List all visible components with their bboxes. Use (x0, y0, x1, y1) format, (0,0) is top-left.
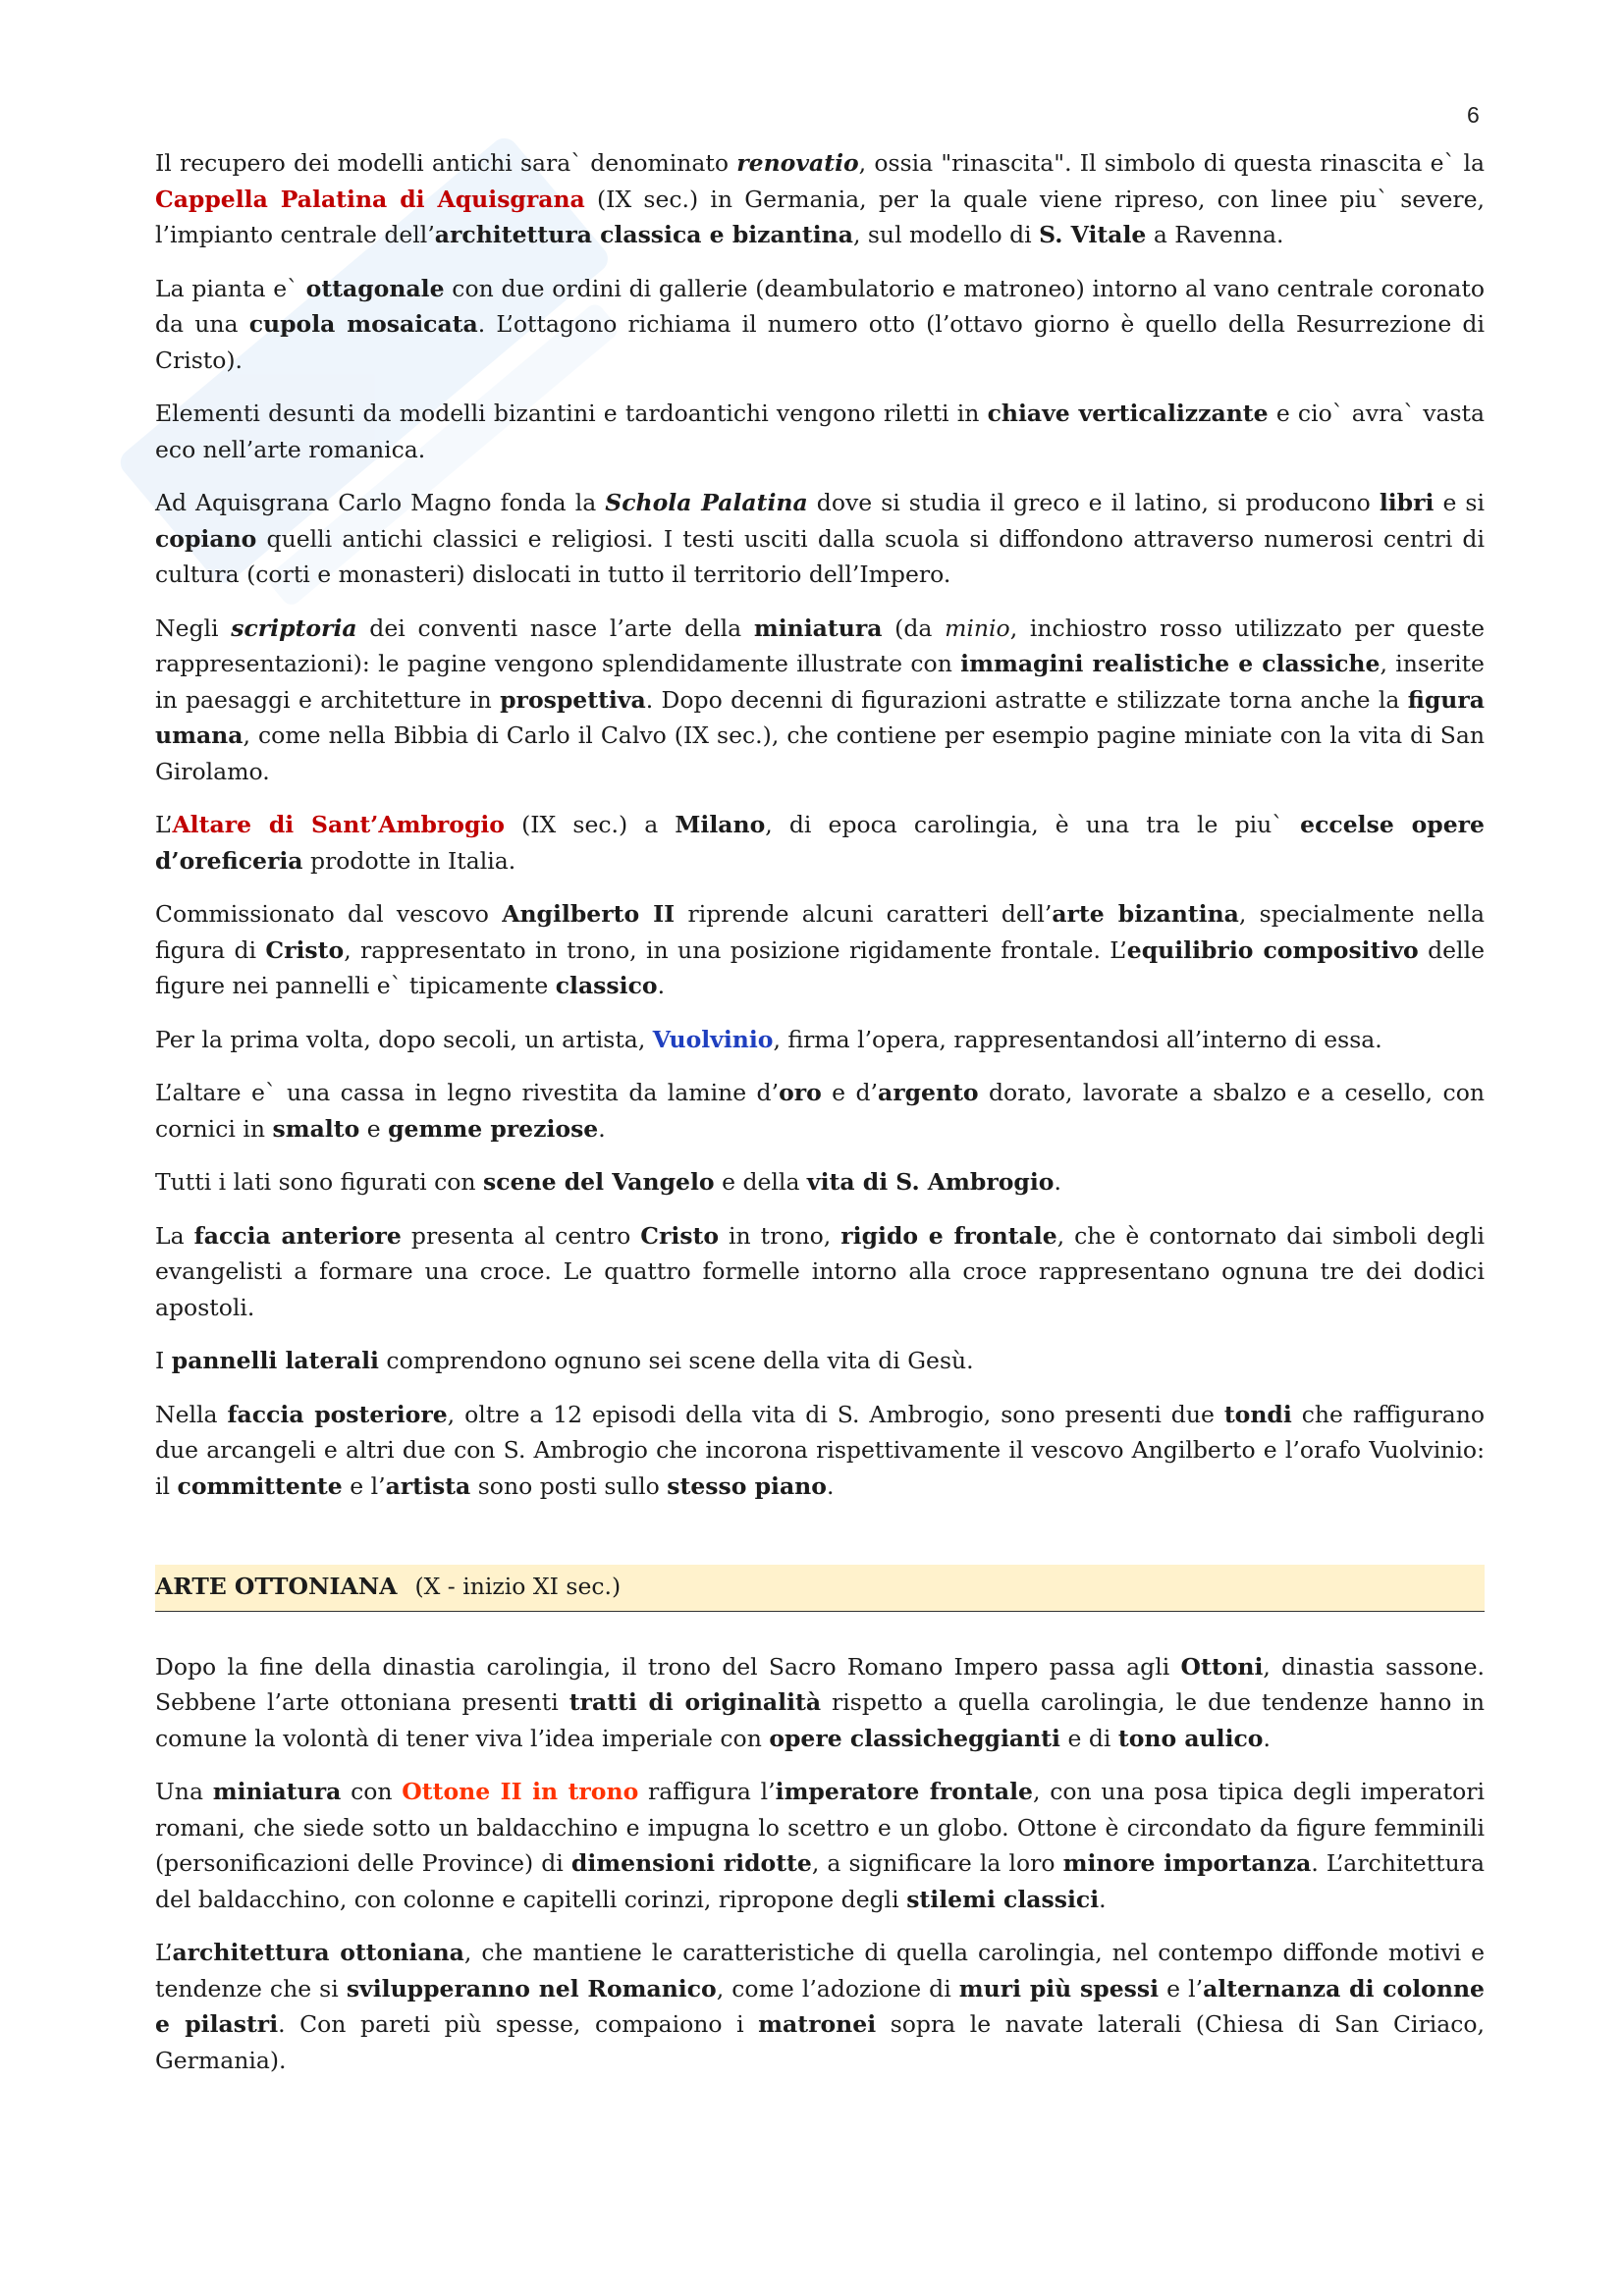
paragraph (155, 1935, 1485, 2078)
text-run: (da (882, 614, 946, 642)
paragraph (155, 1164, 1485, 1201)
emphasis-text: Schola Palatina (605, 489, 808, 516)
text-run: e si (1434, 489, 1485, 516)
emphasis-text: tondi (1223, 1400, 1292, 1428)
emphasis-text: stilemi classici (906, 1885, 1100, 1913)
emphasis-text: rigido e frontale (840, 1221, 1057, 1250)
text-run: La pianta e` (155, 274, 306, 302)
emphasis-text: minore importanza (1062, 1849, 1312, 1877)
text-run: (IX sec.) a (504, 811, 676, 838)
emphasis-text: vita di S. Ambrogio (806, 1168, 1055, 1196)
text-run: , inchiostro rosso utilizzato per queste rappresentazioni): le pagine vengono splendidamente illustrate con (155, 614, 1486, 677)
text-run: , specialmente nella figura di (155, 900, 1485, 964)
text-run: e l’ (342, 1471, 386, 1500)
emphasis-text: artista (385, 1471, 471, 1500)
text-run: , che mantiene le caratteristiche di quella carolingia, nel contempo diffonde motivi e tendenze che si (155, 1939, 1485, 2002)
text-run: , come nella Bibbia di Carlo il Calvo (IX sec.), che contiene per esempio pagine miniate con la vita di San Girolamo. (155, 721, 1485, 785)
emphasis-text: Ottoni (1180, 1652, 1264, 1681)
emphasis-text: cupola mosaicata (248, 310, 478, 338)
text-run: , che è contornato dai simboli degli evangelisti a formare una croce. Le quattro formelle intorno alla croce rappresentano ognuna tre dei dodici apostoli. (155, 1221, 1485, 1321)
text-run: , ossia "rinascita". Il simbolo di questa rinascita e` la (858, 149, 1485, 177)
paragraph (155, 1774, 1485, 1917)
paragraph (155, 1343, 1485, 1379)
page-number: 6 (1467, 102, 1480, 128)
text-run: , inserite in paesaggi e architetture in (155, 650, 1485, 714)
text-run: , oltre a 12 episodi della vita di S. Ambrogio, sono presenti due (447, 1400, 1224, 1428)
paragraph (155, 271, 1485, 379)
section-title: ARTE OTTONIANA (155, 1573, 398, 1600)
text-run: e l’ (1159, 1974, 1204, 2002)
paragraph (155, 396, 1485, 467)
text-run: , a significare la loro (811, 1849, 1063, 1877)
text-run: , come l’adozione di (716, 1974, 959, 2002)
emphasis-text: prospettiva (500, 685, 646, 714)
text-run: con due ordini di gallerie (deambulatorio e matroneo) intorno al vano centrale coronato da una (155, 274, 1486, 338)
emphasis-text: muri più spessi (958, 1974, 1160, 2002)
text-run: , sul modello di (852, 221, 1040, 248)
text-run: La (155, 1221, 194, 1250)
text-run: raffigura l’ (638, 1778, 776, 1805)
text-run: e (359, 1114, 389, 1143)
text-run: Tutti i lati sono figurati con (155, 1168, 484, 1196)
text-run: e della (714, 1168, 807, 1196)
emphasis-text: arte bizantina (1052, 900, 1239, 928)
text-run: Elementi desunti da modelli bizantini e tardoantichi vengono riletti in (155, 400, 988, 427)
text-run: . (1263, 1724, 1271, 1752)
emphasis-text: smalto (272, 1114, 360, 1143)
text-run: L’ (155, 1939, 173, 1966)
emphasis-text: argento (878, 1079, 979, 1106)
emphasis-text: dimensioni ridotte (570, 1849, 812, 1877)
emphasis-text: tono aulico (1117, 1724, 1264, 1752)
text-run: (IX sec.) in Germania, per la quale viene ripreso, con linee piu` severe, l’impianto centrale dell’ (155, 185, 1485, 248)
text-run: . (657, 972, 666, 999)
emphasis-text: minio (945, 614, 1010, 642)
emphasis-text: opere classicheggianti (769, 1724, 1060, 1752)
text-run: . (1054, 1168, 1061, 1196)
text-run: e d’ (821, 1079, 878, 1106)
emphasis-text: imperatore frontale (775, 1778, 1033, 1805)
text-run: dei conventi nasce l’arte della (356, 614, 754, 642)
emphasis-text: eccelse opere d’oreficeria (155, 811, 1485, 875)
emphasis-text: Vuolvinio (652, 1025, 774, 1053)
text-run: , di epoca carolingia, è una tra le piu` (765, 811, 1301, 838)
text-run: . Dopo decenni di figurazioni astratte e stilizzate torna anche la (645, 685, 1408, 714)
text-run: , firma l’opera, rappresentandosi all’interno di essa. (773, 1025, 1382, 1053)
text-run: rispetto a quella carolingia, le due tendenze hanno in comune la volontà di tener viva l’idea imperiale con (155, 1688, 1485, 1752)
text-run: Ad Aquisgrana Carlo Magno fonda la (155, 489, 606, 516)
text-run: , dinastia sassone. Sebbene l’arte ottoniana presenti (155, 1652, 1485, 1716)
section-heading (155, 1565, 1485, 1612)
text-run: dove si studia il greco e il latino, si producono (807, 489, 1380, 516)
emphasis-text: Ottone II in trono (402, 1778, 639, 1805)
text-run: . (598, 1114, 606, 1143)
emphasis-text: scriptoria (231, 614, 357, 642)
text-run: Commissionato dal vescovo (155, 900, 503, 928)
text-run: Dopo la fine della dinastia carolingia, il trono del Sacro Romano Impero passa agli (155, 1652, 1181, 1681)
text-run: Nella (155, 1400, 228, 1428)
paragraph (155, 145, 1485, 253)
text-run: Il recupero dei modelli antichi sara` denominato (155, 149, 737, 177)
emphasis-text: architettura classica e bizantina (434, 221, 853, 248)
emphasis-text: svilupperanno nel Romanico (346, 1974, 717, 2002)
emphasis-text: Angilberto II (502, 900, 676, 928)
text-run: , con una posa tipica degli imperatori romani, che siede sotto un baldacchino e impugna lo scettro e un globo. Ottone è circondato da figure femminili (personificazioni delle Province) di (155, 1778, 1486, 1877)
emphasis-text: S. Vitale (1039, 221, 1147, 248)
emphasis-text: committente (177, 1471, 343, 1500)
emphasis-text: Milano (675, 811, 766, 838)
emphasis-text: scene del Vangelo (483, 1168, 715, 1196)
text-run: L’altare e` una cassa in legno rivestita da lamine d’ (155, 1079, 780, 1106)
section-subtitle: (X - inizio XI sec.) (414, 1573, 622, 1600)
text-run: e di (1059, 1724, 1118, 1752)
emphasis-text: faccia posteriore (227, 1400, 448, 1428)
text-run: delle figure nei pannelli e` tipicamente (155, 935, 1485, 999)
emphasis-text: Cristo (640, 1221, 720, 1250)
paragraph (155, 1397, 1485, 1505)
paragraphs-after-section (155, 1649, 1485, 2079)
text-run: riprende alcuni caratteri dell’ (675, 900, 1053, 928)
text-run: quelli antichi classici e religiosi. I testi usciti dalla scuola si diffondono attraverso numerosi centri di cultura (corti e monasteri) dislocati in tutto il territorio dell’Impero. (155, 524, 1485, 588)
emphasis-text: equilibrio compositivo (1126, 935, 1419, 964)
emphasis-text: copiano (155, 524, 257, 553)
emphasis-text: architettura ottoniana (172, 1939, 464, 1966)
text-run: che raffigurano due arcangeli e altri due con S. Ambrogio che incorona rispettivamente il vescovo Angilberto e l’orafo Vuolvinio: il (155, 1400, 1486, 1500)
emphasis-text: figura umana (155, 685, 1485, 749)
emphasis-text: Cappella Palatina di Aquisgrana (155, 185, 585, 213)
text-run: . L’architettura del baldacchino, con colonne e capitelli corinzi, ripropone degli (155, 1849, 1485, 1913)
text-run: in trono, (719, 1221, 841, 1250)
emphasis-text: Altare di Sant’Ambrogio (172, 811, 505, 838)
emphasis-text: libri (1379, 489, 1435, 516)
text-run: . Con pareti più spesse, compaiono i (278, 2010, 759, 2038)
text-run: , rappresentato in trono, in una posizione rigidamente frontale. L’ (344, 935, 1127, 964)
text-run: prodotte in Italia. (302, 846, 516, 875)
emphasis-text: immagini realistiche e classiche (960, 650, 1380, 677)
paragraph (155, 807, 1485, 879)
text-run: comprendono ognuno sei scene della vita di Gesù. (378, 1347, 974, 1374)
text-run: L’ (155, 811, 173, 838)
text-run: . L’ottagono richiama il numero otto (l’ottavo giorno è quello della Resurrezione di Cristo). (155, 310, 1485, 374)
emphasis-text: miniatura (212, 1778, 342, 1805)
paragraph (155, 1022, 1485, 1058)
text-run: con (341, 1778, 403, 1805)
paragraphs-before-section (155, 145, 1485, 1504)
paragraph (155, 1075, 1485, 1147)
text-run: dorato, lavorate a sbalzo e a cesello, con cornici in (155, 1079, 1485, 1143)
text-run: sono posti sullo (470, 1471, 668, 1500)
emphasis-text: chiave verticalizzante (987, 400, 1269, 427)
paragraph (155, 1218, 1485, 1326)
emphasis-text: matronei (758, 2010, 877, 2038)
text-run: Una (155, 1778, 213, 1805)
text-run: Per la prima volta, dopo secoli, un artista, (155, 1025, 653, 1053)
emphasis-text: renovatio (736, 149, 859, 177)
emphasis-text: tratti di originalità (568, 1688, 822, 1716)
emphasis-text: faccia anteriore (193, 1221, 402, 1250)
text-run: sopra le navate laterali (Chiesa di San Ciriaco, Germania). (155, 2010, 1485, 2074)
paragraph (155, 896, 1485, 1004)
text-run: . (826, 1471, 835, 1500)
body-text (155, 145, 1485, 2096)
text-run: . (1099, 1885, 1107, 1913)
emphasis-text: pannelli laterali (171, 1347, 379, 1374)
paragraph (155, 1649, 1485, 1757)
text-run: e cio` avra` vasta eco nell’arte romanica. (155, 400, 1485, 463)
emphasis-text: stesso piano (667, 1471, 827, 1500)
emphasis-text: oro (779, 1079, 822, 1106)
emphasis-text: ottagonale (305, 274, 445, 302)
emphasis-text: gemme preziose (388, 1114, 599, 1143)
emphasis-text: classico (555, 972, 658, 999)
text-run: presenta al centro (401, 1221, 641, 1250)
paragraph (155, 485, 1485, 593)
emphasis-text: alternanza di colonne e pilastri (155, 1974, 1485, 2038)
text-run: I (155, 1347, 172, 1374)
paragraph (155, 611, 1485, 790)
emphasis-text: Cristo (265, 935, 345, 964)
text-run: Negli (155, 614, 232, 642)
emphasis-text: miniatura (753, 614, 883, 642)
text-run: a Ravenna. (1146, 221, 1284, 248)
